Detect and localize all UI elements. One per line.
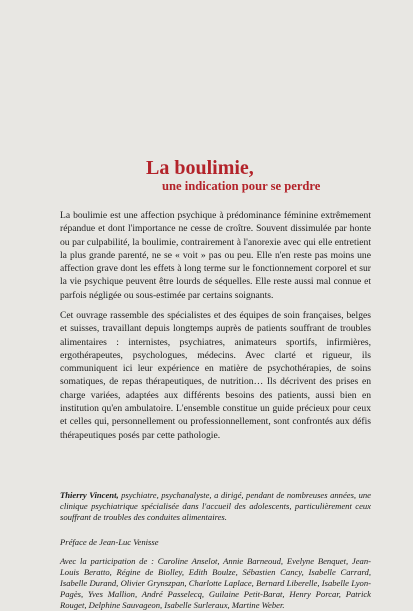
description-paragraph-1: La boulimie est une affection psychique à prédominance féminine extrêmement répandue et dont l'importance ne cesse de croître. Souvent dissimulée par honte ou par culpabilité, la boulimie, contrairement à l'anorexie avec qui elle entretient la plus grande parenté, ne se « voit » pas ou peu. Elle n'en reste pas moins une affection grave dont les effets à long terme sur le fonctionnement corporel et sur la vie psychique peuvent être lourds de séquelles. Elle reste aussi mal connue et parfois négligée ou sous-estimée par certains soignants. <box>60 210 371 301</box>
book-title: La boulimie, <box>146 157 254 179</box>
participants-list: Avec la participation de : Caroline Anselot, Annie Barneoud, Evelyne Benquet, Jean-Louis Beratto, Régine de Biolley, Edith Boulze, Sébastien Cancy, Isabelle Carrard, Isabelle Durand, Olivier Grynszpan, Charlotte Laplace, Bernard Liberelle, Isabelle Lyon-Pagès, Yves Mallion, André Passelecq, Guilaine Petit-Barat, Henry Porcar, Patrick Rouget, Delphine Sauvageon, Isabelle Surleraux, Martine Weber. <box>60 556 371 610</box>
preface-credit: Préface de Jean-Luc Venisse <box>60 537 159 547</box>
book-subtitle: une indication pour se perdre <box>162 179 321 193</box>
description-paragraph-2: Cet ouvrage rassemble des spécialistes et des équipes de soin françaises, belges et suisses, travaillant depuis longtemps auprès de patients souffrant de troubles alimentaires : internistes, psychiatres, animateurs sportifs, infirmières, ergothérapeutes, psychologues, médecins. Avec clarté et rigueur, ils communiquent ici leur expérience en matière de psychothérapies, de soins somatiques, de repas thérapeutiques, de nutrition… Ils décrivent des prises en charge variées, adaptées aux différents besoins des patients, aussi bien en institution qu'en ambulatoire. L'ensemble constitue un guide précieux pour ceux et celles qui, personnellement ou professionnellement, sont confrontés aux défis thérapeutiques posés par cette pathologie. <box>60 310 371 441</box>
author-bio: psychiatre, psychanalyste, a dirigé, pendant de nombreuses années, une clinique psychiatrique spécialisée dans l'accueil des adolescents, particulièrement ceux souffrant de troubles des conduites alimentaires. <box>60 490 371 522</box>
author-name: Thierry Vincent, <box>60 490 119 500</box>
author-bio-block <box>60 490 371 523</box>
